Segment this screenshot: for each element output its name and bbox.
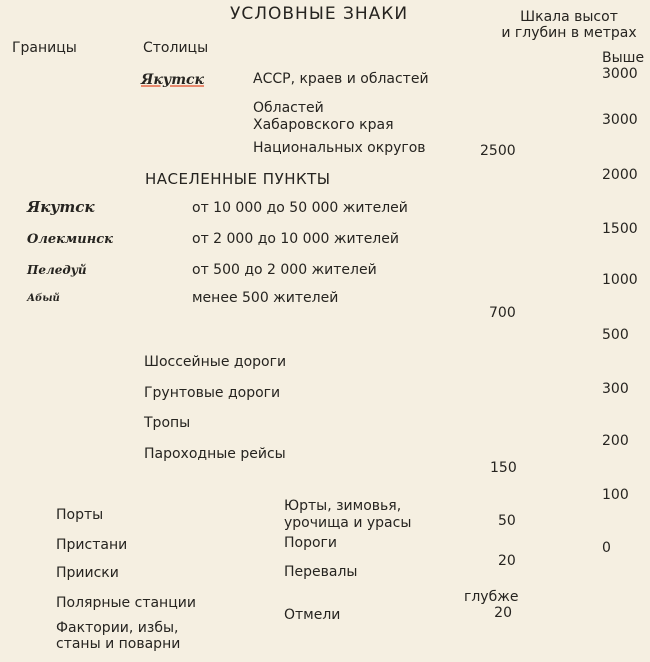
polar-station-icon bbox=[18, 591, 29, 608]
settlement-name-2: Олекминск bbox=[27, 232, 113, 247]
settlement-marker-tiny bbox=[13, 294, 20, 301]
scale-band-300 bbox=[520, 390, 596, 440]
symbol-label-piers: Пристани bbox=[56, 537, 128, 553]
scale-band-peak bbox=[520, 64, 596, 119]
scale-label-right-10: 0 bbox=[602, 540, 611, 556]
settlement-name-3: Пеледуй bbox=[27, 263, 87, 277]
symbol-label-passes: Перевалы bbox=[284, 564, 358, 580]
legend-title: УСЛОВНЫЕ ЗНАКИ bbox=[230, 4, 409, 24]
settlement-marker-medium bbox=[11, 235, 21, 245]
scale-label-left-2: 700 bbox=[489, 305, 516, 321]
symbol-label-mines: Прииски bbox=[56, 565, 119, 581]
settlement-name-4: Абый bbox=[27, 293, 60, 304]
anchor-icon bbox=[18, 537, 30, 550]
shoals-icon bbox=[235, 595, 265, 628]
symbol-label-factories: Фактории, избы, станы и поварни bbox=[56, 620, 181, 652]
scale-band-1500 bbox=[520, 230, 596, 288]
symbol-label-rapids: Пороги bbox=[284, 535, 337, 551]
scale-label-right-9: 100 bbox=[602, 487, 629, 503]
scale-label-right-3: 2000 bbox=[602, 167, 638, 183]
scale-label-left-1: 2500 bbox=[480, 143, 516, 159]
settlement-label-3: от 500 до 2 000 жителей bbox=[192, 262, 377, 278]
scale-label-right-1: 3000 bbox=[602, 66, 638, 82]
scale-label-right-6: 500 bbox=[602, 327, 629, 343]
scale-band-0 bbox=[520, 546, 596, 560]
port-icon bbox=[15, 508, 35, 519]
square-dot-icon bbox=[21, 630, 26, 635]
border-label-assr: АССР, краев и областей bbox=[253, 71, 429, 87]
road-label-dirt: Грунтовые дороги bbox=[144, 385, 281, 401]
scale-title: Шкала высот и глубин в метрах bbox=[501, 9, 637, 41]
border-label-oblast: Областей Хабаровского края bbox=[253, 100, 394, 133]
scale-label-right-8: 200 bbox=[602, 433, 629, 449]
scale-band-150 bbox=[520, 466, 596, 494]
oblast-border-band bbox=[8, 112, 104, 119]
scale-band-water-hatch bbox=[520, 560, 596, 600]
symbol-label-yurts: Юрты, зимовья, урочища и урасы bbox=[284, 498, 412, 531]
scale-label-left-4: 50 bbox=[498, 513, 516, 529]
settlements-header: НАСЕЛЕННЫЕ ПУНКТЫ bbox=[145, 170, 331, 188]
scale-label-deeper: глубже 20 bbox=[464, 589, 519, 621]
road-label-highway: Шоссейные дороги bbox=[144, 354, 287, 370]
settlement-label-2: от 2 000 до 10 000 жителей bbox=[192, 231, 399, 247]
settlement-label-4: менее 500 жителей bbox=[192, 290, 339, 306]
symbol-label-polar: Полярные станции bbox=[56, 595, 196, 611]
scale-band-2000-hatch bbox=[520, 170, 596, 230]
triangle-icon bbox=[19, 567, 29, 576]
settlement-marker-large bbox=[10, 201, 22, 213]
yurt-icon bbox=[249, 516, 261, 524]
settlement-marker-small bbox=[12, 265, 20, 273]
capital-example: Якутск bbox=[141, 72, 205, 88]
scale-label-right-4: 1500 bbox=[602, 221, 638, 237]
road-label-steamer: Пароходные рейсы bbox=[144, 446, 286, 462]
settlement-label-1: от 10 000 до 50 000 жителей bbox=[192, 200, 408, 216]
scale-band-1000 bbox=[520, 288, 596, 332]
scale-band-500 bbox=[520, 332, 596, 390]
capitals-header: Столицы bbox=[143, 40, 209, 56]
settlement-name-1: Якутск bbox=[27, 198, 95, 216]
scale-band-100 bbox=[520, 494, 596, 546]
symbol-label-ports: Порты bbox=[56, 507, 104, 523]
scale-band-200-hatch bbox=[520, 440, 596, 466]
scale-band-2500 bbox=[520, 142, 596, 170]
scale-band-3000 bbox=[520, 119, 596, 142]
scale-label-right-5: 1000 bbox=[602, 272, 638, 288]
borders-header: Границы bbox=[12, 40, 77, 56]
border-label-okrug: Национальных округов bbox=[253, 140, 426, 156]
road-label-trail: Тропы bbox=[144, 415, 191, 431]
scale-label-right-7: 300 bbox=[602, 381, 629, 397]
scale-label-right-2: 3000 bbox=[602, 112, 638, 128]
scale-label-left-3: 150 bbox=[490, 460, 517, 476]
scale-label-left-5: 20 bbox=[498, 553, 516, 569]
symbol-label-shoals: Отмели bbox=[284, 607, 341, 623]
scale-label-above: Выше bbox=[602, 50, 645, 66]
rapids-icon bbox=[236, 536, 272, 548]
pass-icon bbox=[250, 567, 258, 575]
highway-line bbox=[8, 359, 130, 363]
